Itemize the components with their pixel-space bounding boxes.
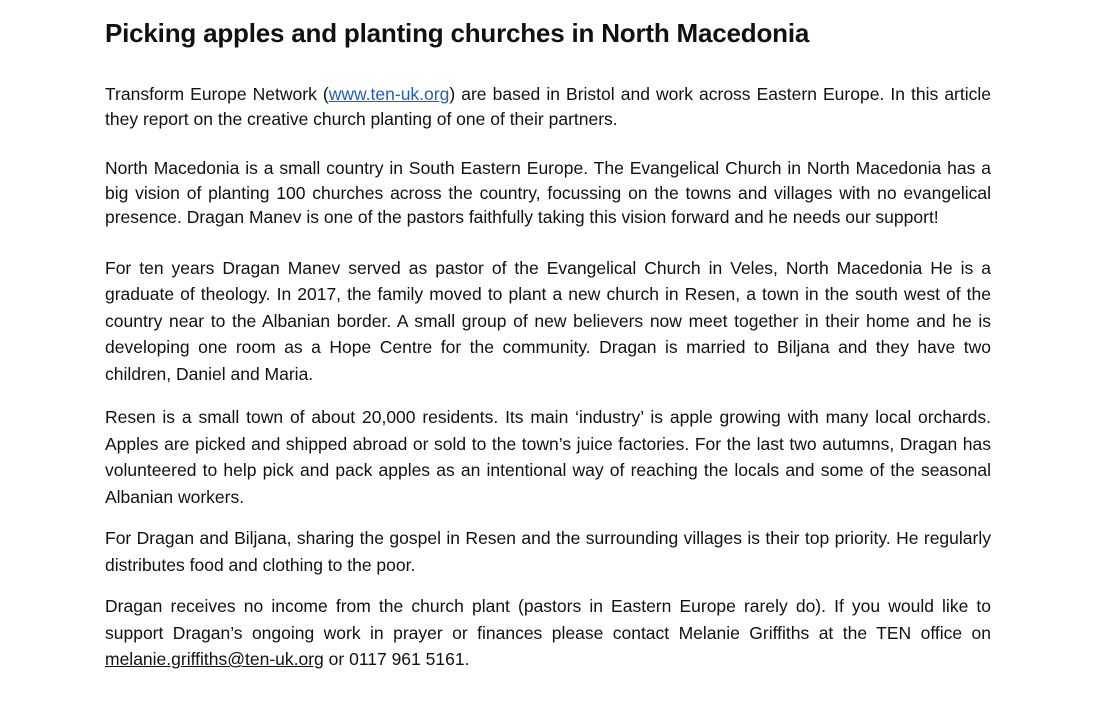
paragraph-contact [105,593,991,673]
email-link[interactable]: melanie.griffiths@ten-uk.org [105,649,324,669]
paragraph-vision: North Macedonia is a small country in South Eastern Europe. The Evangelical Church in North Macedonia has a big vision of planting 100 churches across the country, focussing on the towns and villages with no evangelical presence. Dragan Manev is one of the pastors faithfully taking this vision forward and he needs our support! [105,158,991,227]
article-title: Picking apples and planting churches in North Macedonia [105,18,810,48]
paragraph-dragan: For ten years Dragan Manev served as pastor of the Evangelical Church in Veles, North Macedonia He is a graduate of theology. In 2017, the family moved to plant a new church in Resen, a town in the south west of the country near to the Albanian border. A small group of new believers now meet together in their home and he is developing one room as a Hope Centre for the community. Dragan is married to Biljana and they have two children, Daniel and Maria. [105,257,991,384]
contact-text-after: or 0117 961 5161. [323,649,470,669]
paragraph-priority: For Dragan and Biljana, sharing the gospel in Resen and the surrounding villages is their top priority. He regularly distributes food and clothing to the poor. [105,528,991,575]
intro-text-before: Transform Europe Network ( [105,84,329,104]
website-link[interactable]: www.ten-uk.org [328,84,450,104]
paragraph-resen: Resen is a small town of about 20,000 residents. Its main ‘industry’ is apple growing with many local orchards. Apples are picked and shipped abroad or sold to the town’s juice factories. For the last two autumns, Dragan has volunteered to help pick and pack apples as an intentional way of reaching the locals and some of the seasonal Albanian workers. [105,407,991,507]
contact-text-before: Dragan receives no income from the church plant (pastors in Eastern Europe rarely do). If you would like to support Dragan’s ongoing work in prayer or finances please contact Melanie Griffiths at the TEN office on [105,596,991,643]
intro-text-after: ) are based in Bristol and work across Eastern Europe. In this article they report on the creative church planting of one of their partners. [105,84,992,129]
paragraph-intro [105,82,991,131]
article [105,0,991,673]
